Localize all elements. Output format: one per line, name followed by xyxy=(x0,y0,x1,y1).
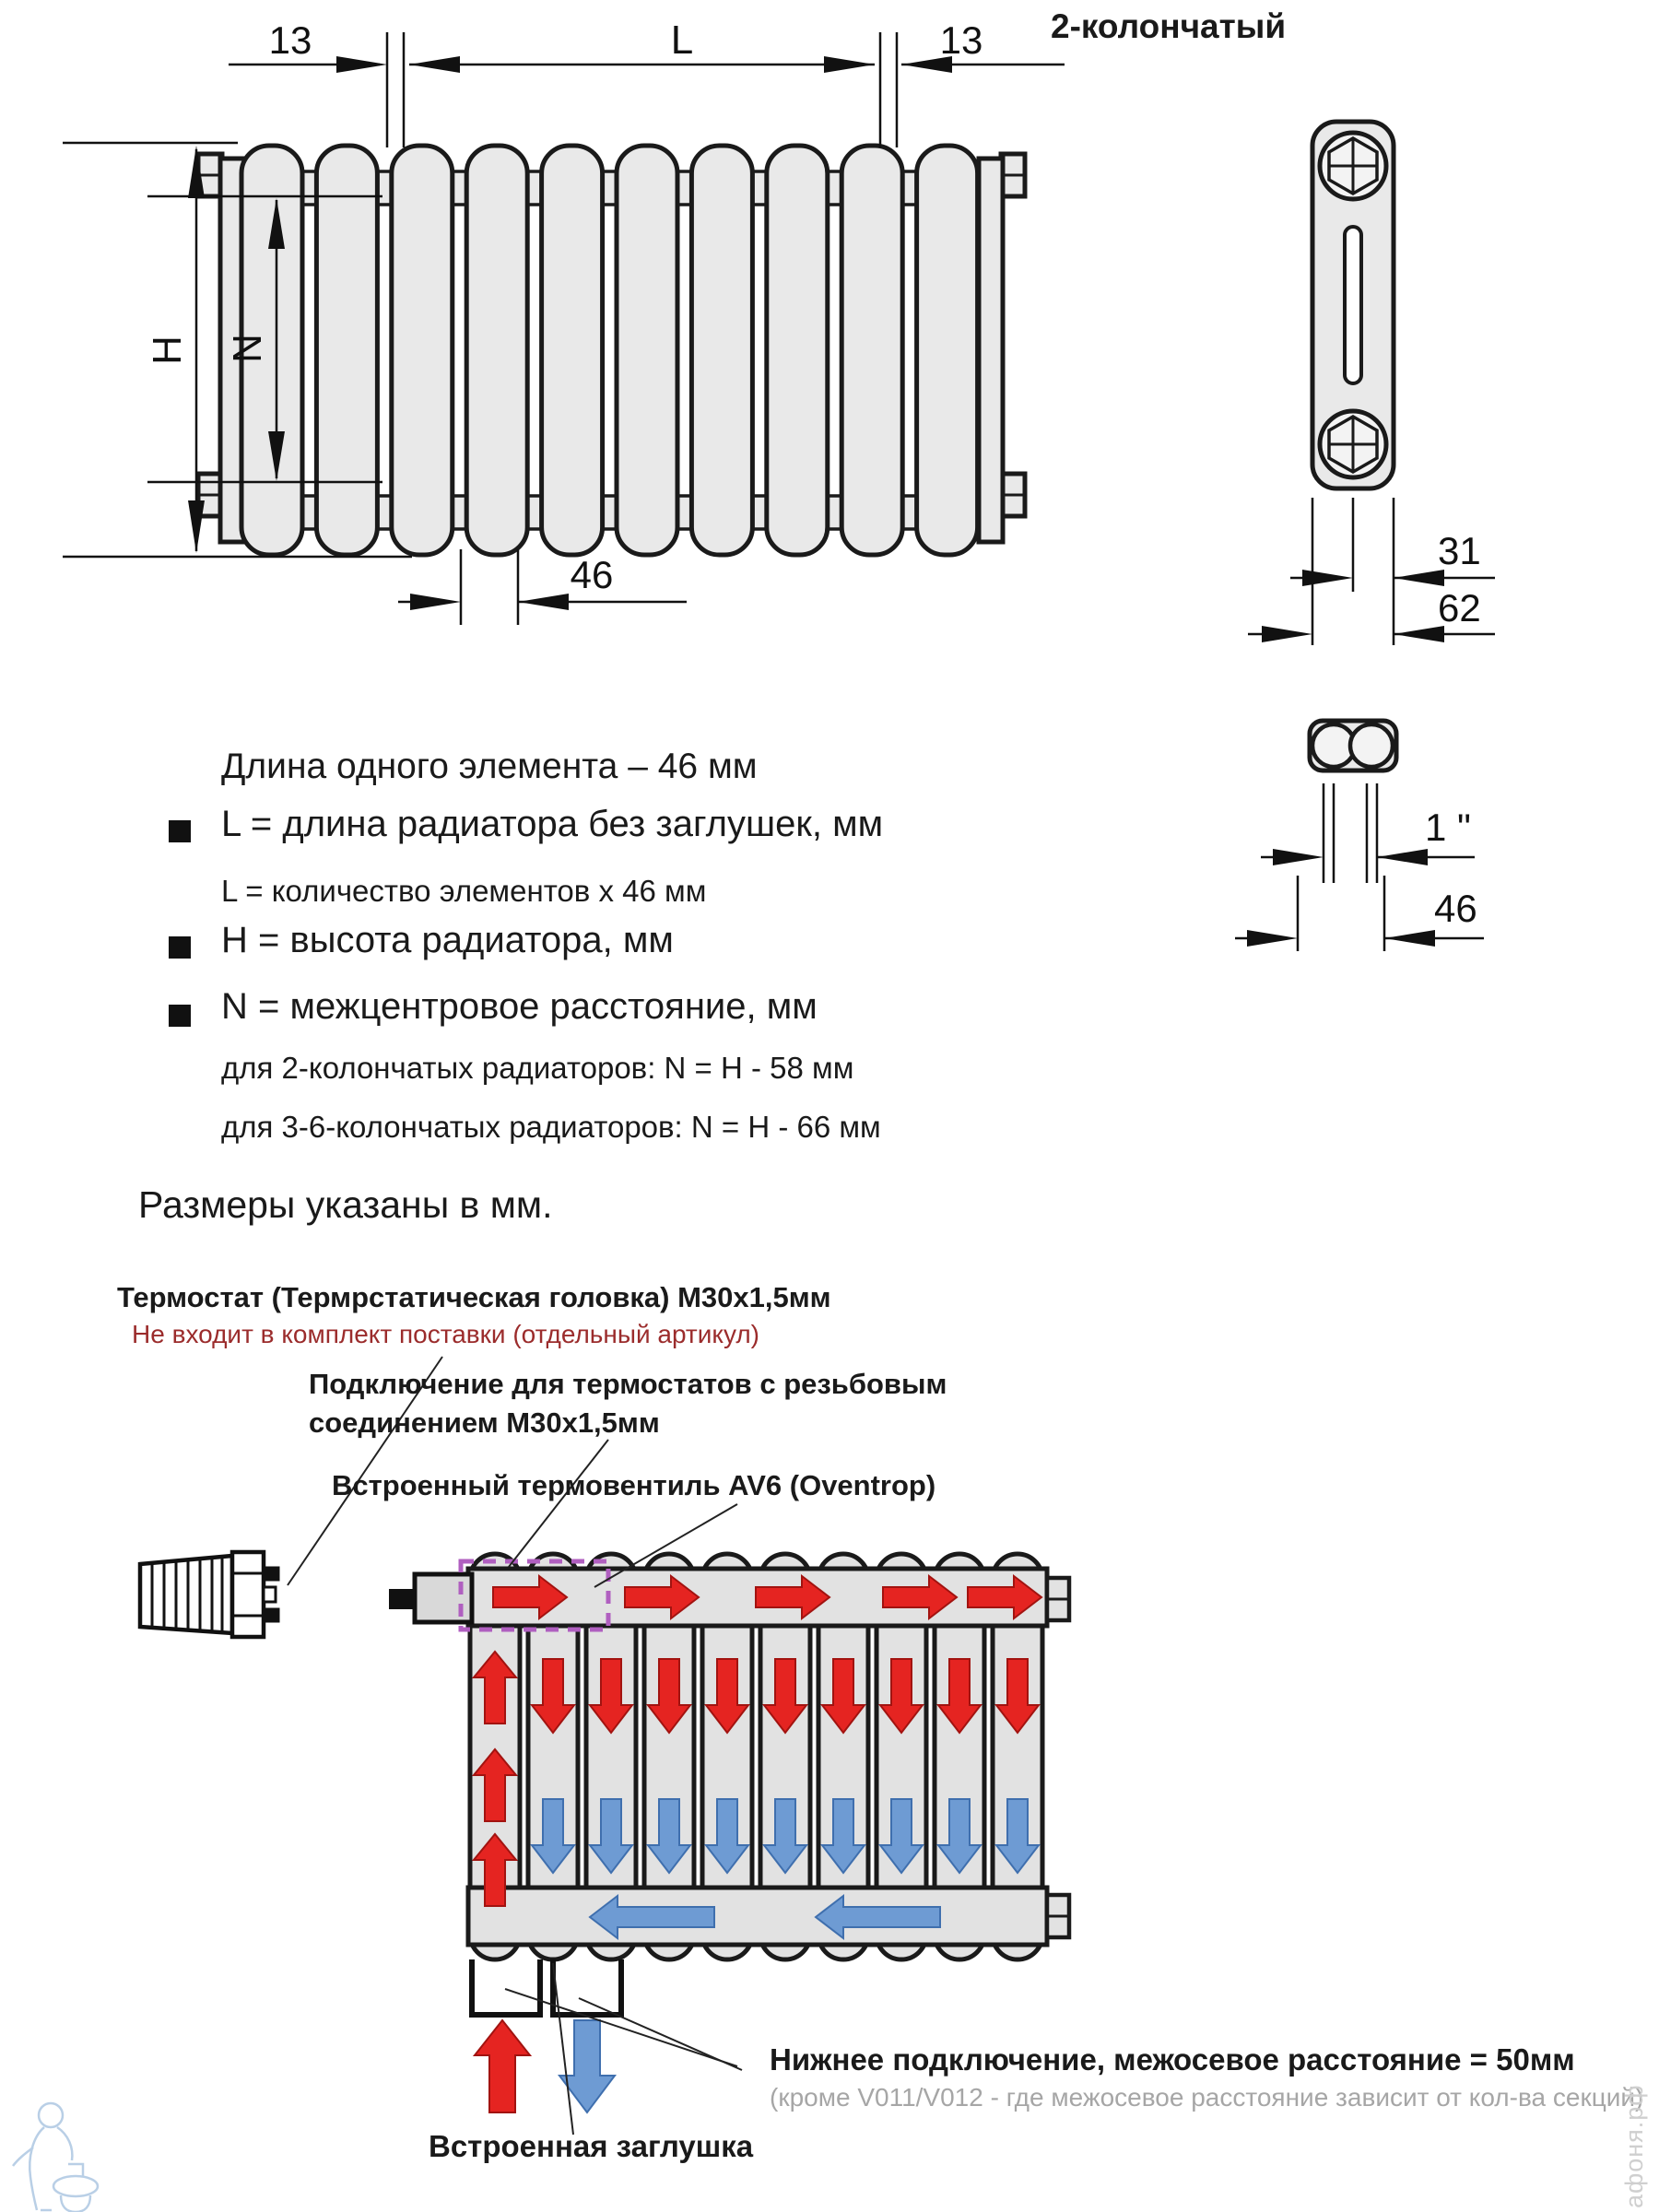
dim-label-N: N xyxy=(225,334,270,363)
side-view-title: 2-колончатый xyxy=(1051,7,1287,45)
side-view-dimensions xyxy=(1248,498,1495,645)
note-l-formula: L = количество элементов х 46 мм xyxy=(221,874,707,908)
thermostat-note: Не входит в комплект поставки (отдельный артикул) xyxy=(132,1320,760,1348)
dim-label-46-top: 46 xyxy=(1434,887,1477,930)
plug-label: Встроенная заглушка xyxy=(429,2129,754,2163)
note-l-definition: L = длина радиатора без заглушек, мм xyxy=(221,804,884,844)
bullet-h xyxy=(169,936,191,959)
dim-label-1inch: 1 " xyxy=(1425,806,1471,849)
bottom-connection-label: Нижнее подключение, межосевое расстояние = 50мм xyxy=(770,2042,1575,2077)
note-n-2col: для 2-колончатых радиаторов: N = H - 58 мм xyxy=(221,1051,854,1085)
bottom-stub-right xyxy=(553,1959,621,2015)
dim-label-H: H xyxy=(145,335,190,365)
connection-label-line1: Подключение для термостатов с резьбовым xyxy=(309,1368,947,1400)
valve-connector xyxy=(389,1589,413,1609)
side-slot xyxy=(1345,227,1361,383)
watermark-plumber-logo xyxy=(13,2103,98,2212)
bottom-connection-note: (кроме V011/V012 - где межосевое расстояние зависит от кол-ва секций) xyxy=(770,2083,1644,2112)
dim-label-62: 62 xyxy=(1438,586,1481,629)
note-element-length: Длина одного элемента – 46 мм xyxy=(221,747,758,786)
bottom-stub-left xyxy=(472,1959,540,2015)
valve-label: Встроенный термовентиль AV6 (Oventrop) xyxy=(332,1469,936,1501)
thermostat-head xyxy=(140,1552,279,1637)
top-view-section xyxy=(1310,721,1396,771)
connection-label-line2: соединением М30х1,5мм xyxy=(309,1406,660,1439)
radiator-tubes xyxy=(241,146,978,555)
dim-label-31: 31 xyxy=(1438,529,1481,572)
dim-label-13-right: 13 xyxy=(939,18,983,62)
note-units: Размеры указаны в мм. xyxy=(138,1183,553,1226)
bottom-header xyxy=(468,1888,1047,1945)
dim-label-46-front: 46 xyxy=(570,553,614,596)
watermark-site: афоня.рф xyxy=(1620,2084,1648,2208)
side-view-section xyxy=(1312,122,1394,488)
bullet-l xyxy=(169,820,191,842)
front-view-radiator xyxy=(198,146,1025,555)
note-h-definition: H = высота радиатора, мм xyxy=(221,920,674,960)
thermostat-label: Термостат (Термрстатическая головка) М30х1,5мм xyxy=(117,1281,831,1313)
bullet-n xyxy=(169,1005,191,1027)
valve-body xyxy=(415,1574,472,1622)
note-n-definition: N = межцентровое расстояние, мм xyxy=(221,986,818,1027)
dim-label-13-left: 13 xyxy=(268,18,312,62)
dim-label-L: L xyxy=(670,18,694,63)
note-n-36col: для 3-6-колончатых радиаторов: N = H - 66 мм xyxy=(221,1110,881,1144)
top-view-dimensions xyxy=(1235,783,1484,951)
